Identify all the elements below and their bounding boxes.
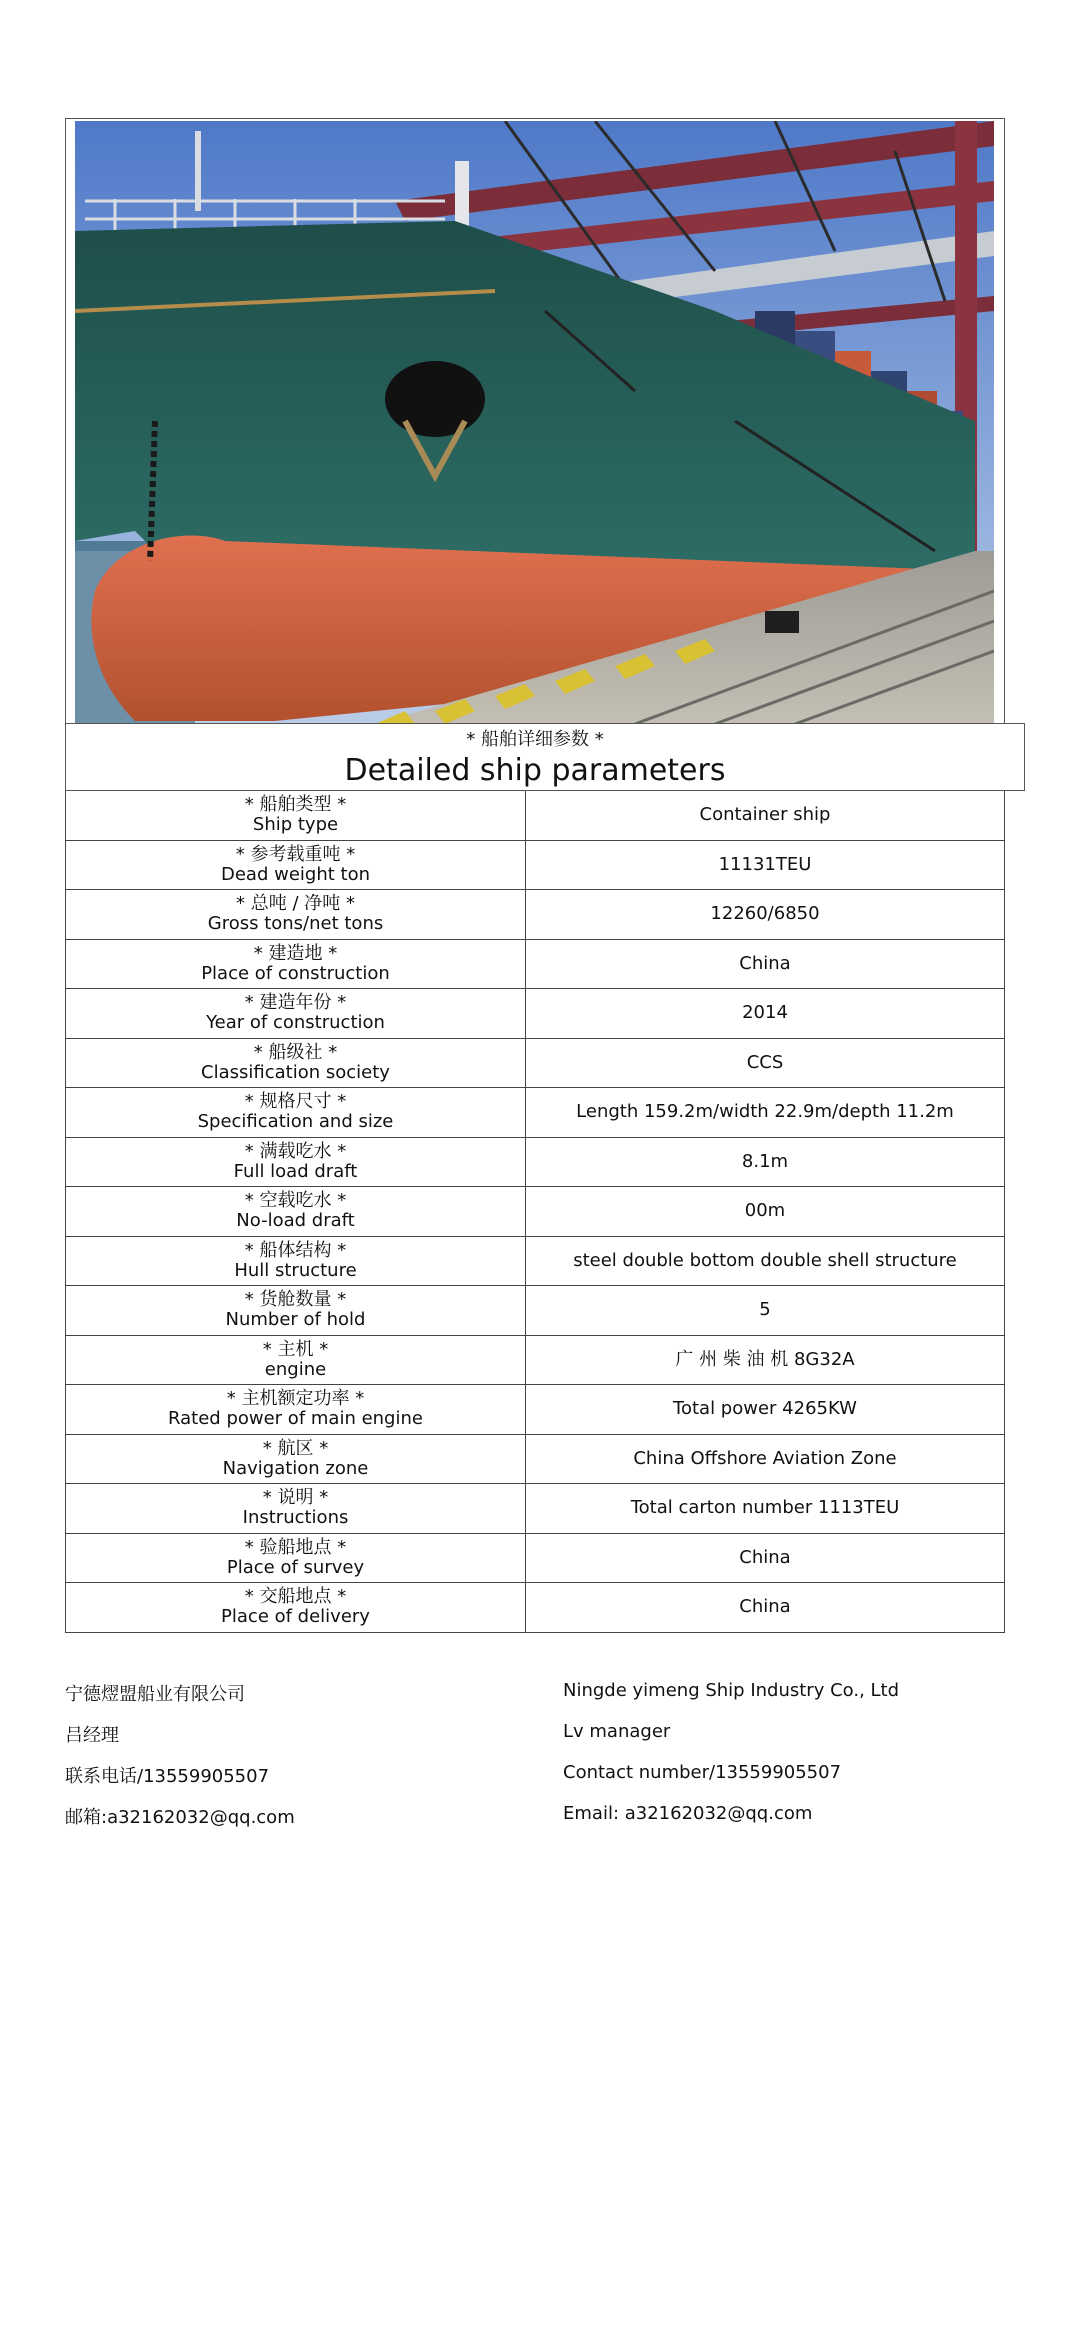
manager-cn: 吕经理 (65, 1725, 119, 1746)
param-label (66, 1038, 526, 1088)
param-value: Length 159.2m/width 22.9m/depth 11.2m (526, 1088, 1005, 1138)
label-en: Place of construction (201, 962, 390, 984)
label-cn: * 空载吃水 * (244, 1190, 347, 1212)
param-value: steel double bottom double shell structure (526, 1236, 1005, 1286)
param-label (66, 939, 526, 989)
table-row (66, 1335, 1005, 1385)
param-label (66, 1583, 526, 1633)
company-name-en: Ningde yimeng Ship Industry Co., Ltd (563, 1680, 900, 1701)
label-cn: * 规格尺寸 * (244, 1091, 347, 1113)
param-label (66, 840, 526, 890)
table-row (66, 1038, 1005, 1088)
param-value: China Offshore Aviation Zone (526, 1434, 1005, 1484)
param-value: 广 州 柴 油 机 8G32A (526, 1335, 1005, 1385)
param-label (66, 1088, 526, 1138)
email-row (65, 1803, 1015, 1844)
label-cn: * 主机额定功率 * (226, 1388, 365, 1410)
param-label (66, 1533, 526, 1583)
param-value: Total power 4265KW (526, 1385, 1005, 1435)
param-value: 2014 (526, 989, 1005, 1039)
param-value: 5 (526, 1286, 1005, 1336)
table-row (66, 1088, 1005, 1138)
label-cn: * 满载吃水 * (244, 1140, 347, 1162)
parameters-table (65, 790, 1005, 1633)
param-value: 8.1m (526, 1137, 1005, 1187)
param-label (66, 1385, 526, 1435)
param-label (66, 1286, 526, 1336)
label-cn: * 交船地点 * (244, 1586, 347, 1608)
ship-photo (75, 121, 994, 723)
manager-en: Lv manager (563, 1721, 671, 1742)
label-en: Hull structure (234, 1259, 357, 1281)
label-cn: * 航区 * (262, 1437, 329, 1459)
label-en: Place of survey (226, 1556, 365, 1578)
label-en: engine (264, 1358, 327, 1380)
label-cn: * 货舱数量 * (244, 1289, 347, 1311)
param-value: Container ship (526, 791, 1005, 841)
label-cn: * 总吨 / 净吨 * (236, 893, 355, 915)
label-cn: * 船舶类型 * (244, 794, 347, 816)
label-cn: * 说明 * (262, 1487, 329, 1509)
table-row (66, 1484, 1005, 1534)
param-value: 00m (526, 1187, 1005, 1237)
ship-sheet (65, 118, 1005, 1633)
param-label (66, 890, 526, 940)
heading-english: Detailed ship parameters (344, 753, 726, 788)
label-en: Instructions (242, 1507, 349, 1529)
param-label (66, 1236, 526, 1286)
label-cn: * 参考载重吨 * (235, 843, 356, 865)
phone-cn: 联系电话/13559905507 (65, 1766, 270, 1787)
label-en: Gross tons/net tons (207, 913, 384, 935)
param-value: Total carton number 1113TEU (526, 1484, 1005, 1534)
table-row (66, 890, 1005, 940)
manager-row (65, 1721, 1015, 1762)
parameters-heading (65, 723, 1025, 791)
phone-row (65, 1762, 1015, 1803)
label-en: No-load draft (236, 1210, 355, 1232)
company-name-cn: 宁德熤盟船业有限公司 (65, 1684, 245, 1705)
table-row (66, 1187, 1005, 1237)
table-row (66, 791, 1005, 841)
param-label (66, 1484, 526, 1534)
company-row (65, 1680, 1015, 1721)
table-row (66, 840, 1005, 890)
table-row (66, 1533, 1005, 1583)
table-row (66, 1385, 1005, 1435)
label-en: Number of hold (225, 1309, 366, 1331)
label-cn: * 建造年份 * (244, 992, 347, 1014)
phone-en: Contact number/13559905507 (563, 1762, 842, 1783)
param-label (66, 1187, 526, 1237)
ship-photo-frame (65, 118, 1005, 723)
table-row (66, 1286, 1005, 1336)
label-en: Place of delivery (221, 1606, 370, 1628)
label-en: Rated power of main engine (168, 1408, 423, 1430)
heading-chinese: * 船舶详细参数 * (466, 729, 604, 750)
table-row (66, 1236, 1005, 1286)
label-cn: * 船级社 * (253, 1041, 338, 1063)
table-row (66, 989, 1005, 1039)
label-en: Full load draft (233, 1160, 358, 1182)
label-en: Navigation zone (222, 1457, 369, 1479)
label-cn: * 验船地点 * (244, 1536, 347, 1558)
contact-section (65, 1680, 1015, 1844)
param-label (66, 989, 526, 1039)
param-value: 12260/6850 (526, 890, 1005, 940)
label-en: Dead weight ton (220, 863, 370, 885)
table-row (66, 1583, 1005, 1633)
label-en: Year of construction (206, 1012, 385, 1034)
label-en: Specification and size (197, 1111, 394, 1133)
param-value: 11131TEU (526, 840, 1005, 890)
label-cn: * 船体结构 * (244, 1239, 347, 1261)
param-label (66, 1434, 526, 1484)
label-cn: * 建造地 * (253, 942, 338, 964)
param-value: CCS (526, 1038, 1005, 1088)
email-en: Email: a32162032@qq.com (563, 1803, 813, 1824)
param-label (66, 1335, 526, 1385)
label-en: Ship type (252, 814, 339, 836)
param-label (66, 791, 526, 841)
table-row (66, 1137, 1005, 1187)
table-row (66, 1434, 1005, 1484)
label-en: Classification society (201, 1061, 390, 1083)
label-cn: * 主机 * (262, 1338, 329, 1360)
param-label (66, 1137, 526, 1187)
table-row (66, 939, 1005, 989)
param-value: China (526, 939, 1005, 989)
email-cn: 邮箱:a32162032@qq.com (65, 1807, 295, 1828)
param-value: China (526, 1583, 1005, 1633)
param-value: China (526, 1533, 1005, 1583)
